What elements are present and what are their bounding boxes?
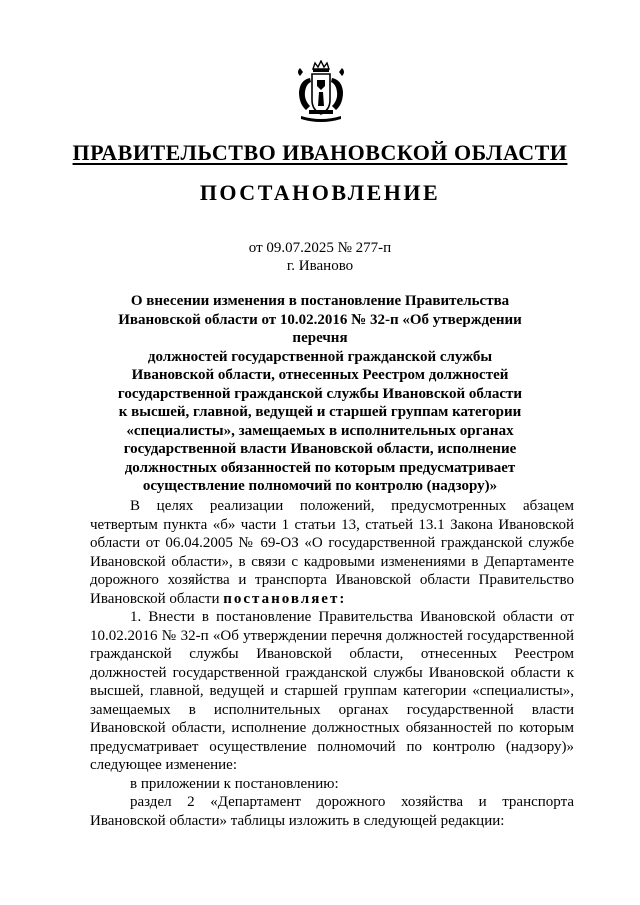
city: г. Иваново: [286, 258, 354, 274]
paragraph-preamble: [90, 497, 574, 608]
subject-line: должностей государственной гражданской службы: [147, 348, 493, 365]
subject-line: О внесении изменения в постановление Правительства: [130, 293, 510, 309]
document-meta: [60, 239, 580, 275]
subject-line: Ивановской области, отнесенных Реестром должностей: [131, 367, 509, 383]
organization-title: ПРАВИТЕЛЬСТВО ИВАНОВСКОЙ ОБЛАСТИ: [72, 140, 568, 165]
preamble-text: В целях реализации положений, предусмотренных абзацем четвертым пункта «б» части 1 статьи 13, статьей 13.1 Закона Ивановской области от 06.04.2005 № 69-ОЗ «О государственной гражданской службе Ивановской области», в связи с кадровыми изменениями в Департаменте дорожного хозяйства и транспорта Ивановской области Правительство Ивановской области: [90, 498, 574, 607]
date-number: от 09.07.2025 № 277-п: [248, 240, 392, 256]
subject-line: «специалисты», замещаемых в исполнительных органах: [126, 422, 514, 439]
subject-line: к высшей, главной, ведущей и старшей группам категории: [118, 404, 522, 420]
paragraph-item-1: 1. Внести в постановление Правительства Ивановской области от 10.02.2016 № 32-п «Об утверждении перечня должностей государственной гражданской службы Ивановской области, отнесенных Реестром должностей государственной гражданской службы Ивановской области к высшей, главной, ведущей и старшей группам категории «специалисты», замещаемых в исполнительных органах государственной власти Ивановской области, исполнение должностных обязанностей по которым предусматривает осуществление полномочий по контролю (надзору)» следующее изменение:: [90, 609, 574, 773]
paragraph-section: раздел 2 «Департамент дорожного хозяйства и транспорта Ивановской области» таблицы изложить в следующей редакции:: [90, 794, 574, 829]
decree-word: постановляет:: [223, 590, 347, 607]
subject-line: Ивановской области от 10.02.2016 № 32-п «Об утверждении перечня: [118, 311, 522, 346]
coat-of-arms-icon: [291, 60, 351, 126]
paragraph-appendix: в приложении к постановлению:: [130, 775, 339, 792]
subject-line: государственной гражданской службы Ивановской области: [117, 385, 523, 402]
document-type: ПОСТАНОВЛЕНИЕ: [199, 180, 441, 205]
document-subject: [90, 292, 550, 496]
document-body: [90, 497, 574, 830]
subject-line: осуществление полномочий по контролю (надзору)»: [142, 478, 498, 494]
subject-line: государственной власти Ивановской области, исполнение: [123, 441, 517, 457]
subject-line: должностных обязанностей по которым предусматривает: [124, 459, 516, 476]
